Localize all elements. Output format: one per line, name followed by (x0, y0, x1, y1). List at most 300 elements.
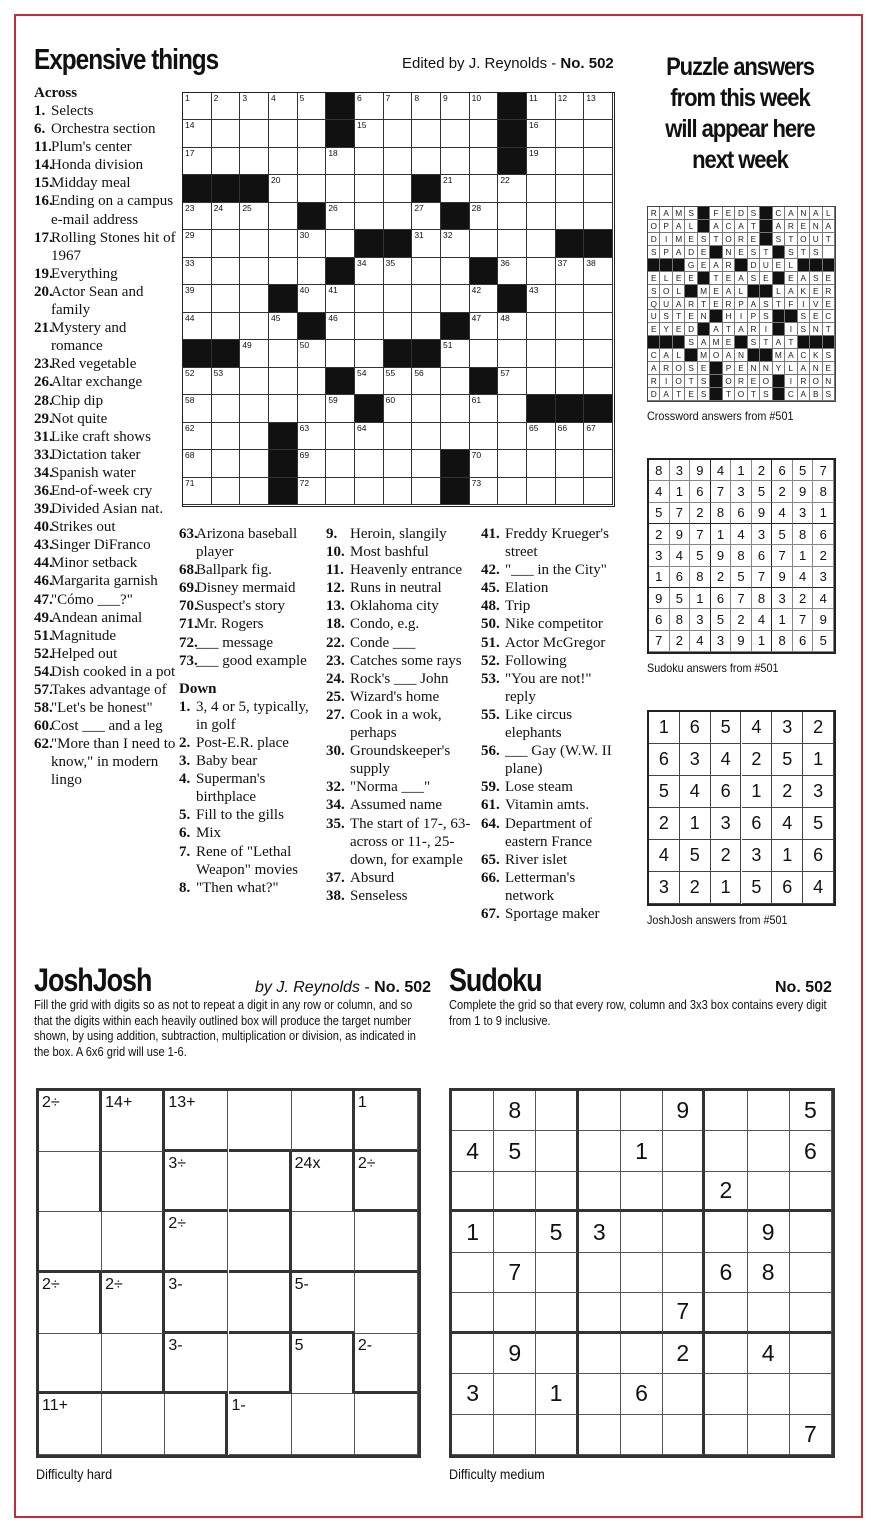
joshjosh-cell[interactable] (165, 1394, 228, 1455)
sudoku-cell[interactable] (536, 1334, 578, 1374)
sudoku-cell[interactable] (621, 1091, 663, 1131)
crossword-cell[interactable] (584, 93, 613, 120)
crossword-cell[interactable] (326, 313, 355, 340)
sudoku-cell[interactable]: 1 (621, 1131, 663, 1171)
sudoku-cell[interactable] (621, 1415, 663, 1455)
sudoku-cell[interactable] (536, 1253, 578, 1293)
crossword-cell[interactable] (212, 478, 241, 505)
crossword-cell[interactable] (584, 368, 613, 395)
crossword-cell[interactable] (527, 313, 556, 340)
crossword-cell[interactable] (212, 203, 241, 230)
crossword-cell[interactable] (384, 175, 413, 202)
crossword-cell[interactable] (355, 340, 384, 367)
crossword-cell[interactable] (412, 148, 441, 175)
crossword-cell[interactable] (527, 230, 556, 257)
crossword-cell[interactable] (326, 340, 355, 367)
crossword-cell[interactable] (412, 395, 441, 422)
crossword-cell[interactable] (412, 313, 441, 340)
sudoku-cell[interactable]: 6 (705, 1253, 747, 1293)
joshjosh-cell[interactable] (102, 1334, 165, 1395)
sudoku-cell[interactable] (705, 1293, 747, 1333)
crossword-cell[interactable] (212, 395, 241, 422)
joshjosh-cell[interactable] (165, 1212, 228, 1273)
crossword-cell[interactable] (240, 120, 269, 147)
crossword-cell[interactable] (212, 93, 241, 120)
crossword-cell[interactable] (584, 450, 613, 477)
crossword-cell[interactable] (355, 258, 384, 285)
joshjosh-cell[interactable] (292, 1394, 355, 1455)
sudoku-cell[interactable] (790, 1293, 832, 1333)
crossword-cell[interactable] (441, 285, 470, 312)
sudoku-cell[interactable]: 7 (494, 1253, 536, 1293)
sudoku-cell[interactable]: 2 (705, 1172, 747, 1212)
crossword-cell[interactable] (269, 175, 298, 202)
crossword-cell[interactable] (441, 423, 470, 450)
sudoku-cell[interactable] (579, 1374, 621, 1414)
crossword-cell[interactable] (556, 450, 585, 477)
sudoku-cell[interactable] (579, 1415, 621, 1455)
crossword-cell[interactable] (498, 203, 527, 230)
joshjosh-cell[interactable] (355, 1152, 418, 1213)
crossword-cell[interactable] (183, 230, 212, 257)
sudoku-cell[interactable] (579, 1253, 621, 1293)
crossword-cell[interactable] (384, 203, 413, 230)
sudoku-cell[interactable]: 1 (536, 1374, 578, 1414)
sudoku-cell[interactable] (748, 1091, 790, 1131)
joshjosh-cell[interactable] (292, 1152, 355, 1213)
crossword-cell[interactable] (412, 120, 441, 147)
crossword-cell[interactable] (212, 148, 241, 175)
crossword-cell[interactable] (498, 230, 527, 257)
crossword-cell[interactable] (269, 230, 298, 257)
sudoku-cell[interactable]: 4 (748, 1334, 790, 1374)
joshjosh-cell[interactable] (292, 1091, 355, 1152)
crossword-cell[interactable] (556, 478, 585, 505)
crossword-cell[interactable] (240, 258, 269, 285)
sudoku-cell[interactable] (790, 1253, 832, 1293)
sudoku-cell[interactable]: 7 (790, 1415, 832, 1455)
sudoku-cell[interactable] (579, 1172, 621, 1212)
sudoku-cell[interactable]: 9 (748, 1212, 790, 1252)
joshjosh-cell[interactable] (355, 1394, 418, 1455)
crossword-cell[interactable] (183, 313, 212, 340)
sudoku-cell[interactable] (452, 1415, 494, 1455)
sudoku-cell[interactable] (748, 1293, 790, 1333)
crossword-cell[interactable] (584, 478, 613, 505)
crossword-cell[interactable] (470, 120, 499, 147)
sudoku-cell[interactable] (494, 1374, 536, 1414)
crossword-cell[interactable] (527, 258, 556, 285)
sudoku-cell[interactable] (536, 1293, 578, 1333)
crossword-cell[interactable] (240, 203, 269, 230)
crossword-cell[interactable] (556, 423, 585, 450)
sudoku-cell[interactable] (705, 1131, 747, 1171)
crossword-cell[interactable] (269, 203, 298, 230)
crossword-cell[interactable] (269, 340, 298, 367)
crossword-cell[interactable] (240, 285, 269, 312)
crossword-cell[interactable] (212, 313, 241, 340)
sudoku-cell[interactable] (663, 1374, 705, 1414)
sudoku-cell[interactable]: 7 (663, 1293, 705, 1333)
sudoku-cell[interactable]: 1 (452, 1212, 494, 1252)
crossword-cell[interactable] (355, 423, 384, 450)
crossword-cell[interactable] (498, 423, 527, 450)
sudoku-cell[interactable]: 9 (494, 1334, 536, 1374)
crossword-cell[interactable] (556, 285, 585, 312)
joshjosh-cell[interactable] (292, 1212, 355, 1273)
sudoku-cell[interactable]: 2 (663, 1334, 705, 1374)
crossword-cell[interactable] (441, 230, 470, 257)
sudoku-cell[interactable]: 3 (579, 1212, 621, 1252)
crossword-cell[interactable] (384, 423, 413, 450)
crossword-cell[interactable] (556, 175, 585, 202)
joshjosh-cell[interactable] (355, 1091, 418, 1152)
crossword-cell[interactable] (355, 175, 384, 202)
crossword-cell[interactable] (355, 203, 384, 230)
crossword-cell[interactable] (384, 478, 413, 505)
crossword-cell[interactable] (183, 395, 212, 422)
crossword-cell[interactable] (355, 120, 384, 147)
crossword-cell[interactable] (470, 340, 499, 367)
crossword-cell[interactable] (384, 285, 413, 312)
crossword-cell[interactable] (584, 340, 613, 367)
crossword-cell[interactable] (412, 478, 441, 505)
crossword-cell[interactable] (384, 450, 413, 477)
crossword-cell[interactable] (269, 368, 298, 395)
joshjosh-cell[interactable] (229, 1212, 292, 1273)
crossword-cell[interactable] (470, 230, 499, 257)
crossword-cell[interactable] (355, 450, 384, 477)
crossword-cell[interactable] (298, 423, 327, 450)
crossword-cell[interactable] (470, 148, 499, 175)
crossword-cell[interactable] (355, 148, 384, 175)
sudoku-cell[interactable] (579, 1131, 621, 1171)
crossword-cell[interactable] (441, 340, 470, 367)
crossword-cell[interactable] (527, 423, 556, 450)
sudoku-cell[interactable]: 6 (790, 1131, 832, 1171)
crossword-cell[interactable] (212, 368, 241, 395)
crossword-cell[interactable] (584, 148, 613, 175)
joshjosh-cell[interactable] (355, 1212, 418, 1273)
crossword-cell[interactable] (384, 120, 413, 147)
crossword-cell[interactable] (183, 450, 212, 477)
crossword-cell[interactable] (355, 368, 384, 395)
sudoku-cell[interactable] (663, 1253, 705, 1293)
crossword-cell[interactable] (326, 175, 355, 202)
crossword-cell[interactable] (527, 340, 556, 367)
crossword-cell[interactable] (584, 423, 613, 450)
sudoku-cell[interactable] (621, 1253, 663, 1293)
sudoku-cell[interactable]: 5 (536, 1212, 578, 1252)
crossword-cell[interactable] (556, 120, 585, 147)
sudoku-cell[interactable] (663, 1212, 705, 1252)
joshjosh-cell[interactable] (102, 1212, 165, 1273)
crossword-cell[interactable] (470, 423, 499, 450)
crossword-cell[interactable] (441, 395, 470, 422)
crossword-cell[interactable] (498, 450, 527, 477)
joshjosh-cell[interactable] (165, 1091, 228, 1152)
sudoku-cell[interactable] (452, 1334, 494, 1374)
crossword-cell[interactable] (527, 450, 556, 477)
crossword-cell[interactable] (584, 258, 613, 285)
sudoku-cell[interactable] (663, 1172, 705, 1212)
joshjosh-cell[interactable] (39, 1091, 102, 1152)
joshjosh-cell[interactable] (165, 1273, 228, 1334)
crossword-cell[interactable] (556, 313, 585, 340)
crossword-cell[interactable] (326, 450, 355, 477)
crossword-cell[interactable] (556, 93, 585, 120)
sudoku-cell[interactable] (579, 1293, 621, 1333)
crossword-cell[interactable] (441, 368, 470, 395)
crossword-cell[interactable] (240, 450, 269, 477)
crossword-cell[interactable] (412, 423, 441, 450)
joshjosh-cell[interactable] (355, 1273, 418, 1334)
crossword-cell[interactable] (269, 120, 298, 147)
sudoku-cell[interactable] (452, 1091, 494, 1131)
crossword-cell[interactable] (584, 175, 613, 202)
crossword-grid[interactable] (182, 92, 615, 507)
sudoku-cell[interactable] (748, 1415, 790, 1455)
crossword-cell[interactable] (183, 285, 212, 312)
crossword-cell[interactable] (470, 175, 499, 202)
joshjosh-cell[interactable] (229, 1394, 292, 1455)
crossword-cell[interactable] (240, 148, 269, 175)
sudoku-cell[interactable] (536, 1172, 578, 1212)
sudoku-cell[interactable] (494, 1293, 536, 1333)
crossword-cell[interactable] (498, 395, 527, 422)
crossword-cell[interactable] (355, 478, 384, 505)
sudoku-cell[interactable] (494, 1212, 536, 1252)
joshjosh-cell[interactable] (229, 1334, 292, 1395)
crossword-cell[interactable] (584, 285, 613, 312)
sudoku-cell[interactable] (705, 1334, 747, 1374)
crossword-cell[interactable] (527, 285, 556, 312)
crossword-cell[interactable] (498, 258, 527, 285)
crossword-cell[interactable] (556, 368, 585, 395)
crossword-cell[interactable] (355, 285, 384, 312)
joshjosh-cell[interactable] (355, 1334, 418, 1395)
crossword-cell[interactable] (470, 93, 499, 120)
crossword-cell[interactable] (269, 258, 298, 285)
crossword-cell[interactable] (326, 285, 355, 312)
crossword-cell[interactable] (527, 203, 556, 230)
sudoku-cell[interactable]: 9 (663, 1091, 705, 1131)
joshjosh-cell[interactable] (102, 1091, 165, 1152)
sudoku-cell[interactable] (621, 1172, 663, 1212)
crossword-cell[interactable] (240, 478, 269, 505)
crossword-cell[interactable] (183, 368, 212, 395)
crossword-cell[interactable] (584, 203, 613, 230)
crossword-cell[interactable] (240, 93, 269, 120)
sudoku-cell[interactable] (579, 1334, 621, 1374)
crossword-cell[interactable] (298, 340, 327, 367)
crossword-cell[interactable] (384, 395, 413, 422)
crossword-cell[interactable] (298, 368, 327, 395)
sudoku-cell[interactable] (494, 1415, 536, 1455)
crossword-cell[interactable] (556, 148, 585, 175)
joshjosh-cell[interactable] (165, 1152, 228, 1213)
sudoku-cell[interactable] (748, 1374, 790, 1414)
joshjosh-cell[interactable] (229, 1152, 292, 1213)
joshjosh-cell[interactable] (165, 1334, 228, 1395)
sudoku-cell[interactable] (705, 1091, 747, 1131)
crossword-cell[interactable] (212, 450, 241, 477)
crossword-cell[interactable] (441, 148, 470, 175)
crossword-cell[interactable] (384, 93, 413, 120)
crossword-cell[interactable] (527, 478, 556, 505)
sudoku-cell[interactable]: 8 (494, 1091, 536, 1131)
crossword-cell[interactable] (298, 175, 327, 202)
crossword-cell[interactable] (412, 368, 441, 395)
crossword-cell[interactable] (412, 93, 441, 120)
crossword-cell[interactable] (212, 285, 241, 312)
crossword-cell[interactable] (326, 423, 355, 450)
joshjosh-cell[interactable] (39, 1334, 102, 1395)
sudoku-cell[interactable] (452, 1172, 494, 1212)
crossword-cell[interactable] (183, 423, 212, 450)
sudoku-cell[interactable] (536, 1415, 578, 1455)
crossword-cell[interactable] (470, 203, 499, 230)
sudoku-cell[interactable] (748, 1172, 790, 1212)
sudoku-cell[interactable]: 6 (621, 1374, 663, 1414)
crossword-cell[interactable] (183, 148, 212, 175)
joshjosh-cell[interactable] (229, 1273, 292, 1334)
sudoku-cell[interactable] (790, 1172, 832, 1212)
crossword-cell[interactable] (240, 230, 269, 257)
joshjosh-cell[interactable] (292, 1273, 355, 1334)
crossword-cell[interactable] (441, 120, 470, 147)
crossword-cell[interactable] (470, 285, 499, 312)
crossword-cell[interactable] (298, 450, 327, 477)
crossword-cell[interactable] (498, 340, 527, 367)
crossword-cell[interactable] (412, 285, 441, 312)
crossword-cell[interactable] (298, 395, 327, 422)
crossword-cell[interactable] (298, 148, 327, 175)
crossword-cell[interactable] (556, 340, 585, 367)
crossword-cell[interactable] (470, 450, 499, 477)
crossword-cell[interactable] (326, 148, 355, 175)
sudoku-cell[interactable] (705, 1374, 747, 1414)
crossword-cell[interactable] (498, 368, 527, 395)
crossword-cell[interactable] (527, 148, 556, 175)
sudoku-cell[interactable]: 3 (452, 1374, 494, 1414)
crossword-cell[interactable] (326, 230, 355, 257)
sudoku-cell[interactable] (452, 1293, 494, 1333)
crossword-cell[interactable] (470, 313, 499, 340)
crossword-cell[interactable] (441, 93, 470, 120)
crossword-cell[interactable] (384, 258, 413, 285)
sudoku-cell[interactable] (663, 1131, 705, 1171)
crossword-cell[interactable] (183, 93, 212, 120)
crossword-cell[interactable] (326, 395, 355, 422)
crossword-cell[interactable] (470, 478, 499, 505)
sudoku-grid[interactable] (449, 1088, 835, 1458)
joshjosh-cell[interactable] (292, 1334, 355, 1395)
crossword-cell[interactable] (212, 258, 241, 285)
crossword-cell[interactable] (298, 285, 327, 312)
sudoku-cell[interactable] (705, 1212, 747, 1252)
sudoku-cell[interactable]: 5 (790, 1091, 832, 1131)
crossword-cell[interactable] (240, 395, 269, 422)
crossword-cell[interactable] (269, 313, 298, 340)
crossword-cell[interactable] (412, 230, 441, 257)
crossword-cell[interactable] (183, 203, 212, 230)
crossword-cell[interactable] (527, 175, 556, 202)
joshjosh-cell[interactable] (229, 1091, 292, 1152)
crossword-cell[interactable] (240, 368, 269, 395)
crossword-cell[interactable] (584, 313, 613, 340)
crossword-cell[interactable] (556, 203, 585, 230)
crossword-cell[interactable] (240, 423, 269, 450)
crossword-cell[interactable] (498, 478, 527, 505)
joshjosh-cell[interactable] (39, 1273, 102, 1334)
crossword-cell[interactable] (384, 148, 413, 175)
crossword-cell[interactable] (212, 423, 241, 450)
crossword-cell[interactable] (412, 203, 441, 230)
crossword-cell[interactable] (298, 258, 327, 285)
crossword-cell[interactable] (269, 395, 298, 422)
sudoku-cell[interactable] (790, 1374, 832, 1414)
crossword-cell[interactable] (298, 93, 327, 120)
crossword-cell[interactable] (183, 120, 212, 147)
crossword-cell[interactable] (355, 313, 384, 340)
sudoku-cell[interactable] (705, 1415, 747, 1455)
joshjosh-cell[interactable] (39, 1394, 102, 1455)
sudoku-cell[interactable] (452, 1253, 494, 1293)
sudoku-cell[interactable] (621, 1334, 663, 1374)
joshjosh-grid[interactable] (36, 1088, 421, 1458)
joshjosh-cell[interactable] (102, 1394, 165, 1455)
sudoku-cell[interactable] (790, 1334, 832, 1374)
crossword-cell[interactable] (498, 175, 527, 202)
sudoku-cell[interactable] (748, 1131, 790, 1171)
crossword-cell[interactable] (412, 258, 441, 285)
crossword-cell[interactable] (298, 478, 327, 505)
crossword-cell[interactable] (355, 93, 384, 120)
joshjosh-cell[interactable] (39, 1212, 102, 1273)
crossword-cell[interactable] (527, 93, 556, 120)
crossword-cell[interactable] (212, 120, 241, 147)
crossword-cell[interactable] (527, 120, 556, 147)
crossword-cell[interactable] (441, 258, 470, 285)
sudoku-cell[interactable] (790, 1212, 832, 1252)
joshjosh-cell[interactable] (102, 1152, 165, 1213)
crossword-cell[interactable] (240, 340, 269, 367)
sudoku-cell[interactable] (536, 1091, 578, 1131)
sudoku-cell[interactable] (536, 1131, 578, 1171)
crossword-cell[interactable] (326, 203, 355, 230)
crossword-cell[interactable] (384, 313, 413, 340)
sudoku-cell[interactable] (621, 1212, 663, 1252)
crossword-cell[interactable] (556, 258, 585, 285)
crossword-cell[interactable] (269, 93, 298, 120)
crossword-cell[interactable] (269, 148, 298, 175)
joshjosh-cell[interactable] (102, 1273, 165, 1334)
crossword-cell[interactable] (240, 313, 269, 340)
crossword-cell[interactable] (584, 120, 613, 147)
sudoku-cell[interactable]: 5 (494, 1131, 536, 1171)
crossword-cell[interactable] (441, 175, 470, 202)
crossword-cell[interactable] (527, 368, 556, 395)
crossword-cell[interactable] (298, 120, 327, 147)
crossword-cell[interactable] (470, 395, 499, 422)
crossword-cell[interactable] (326, 478, 355, 505)
sudoku-cell[interactable] (579, 1091, 621, 1131)
sudoku-cell[interactable] (494, 1172, 536, 1212)
crossword-cell[interactable] (183, 258, 212, 285)
crossword-cell[interactable] (384, 368, 413, 395)
crossword-cell[interactable] (183, 478, 212, 505)
